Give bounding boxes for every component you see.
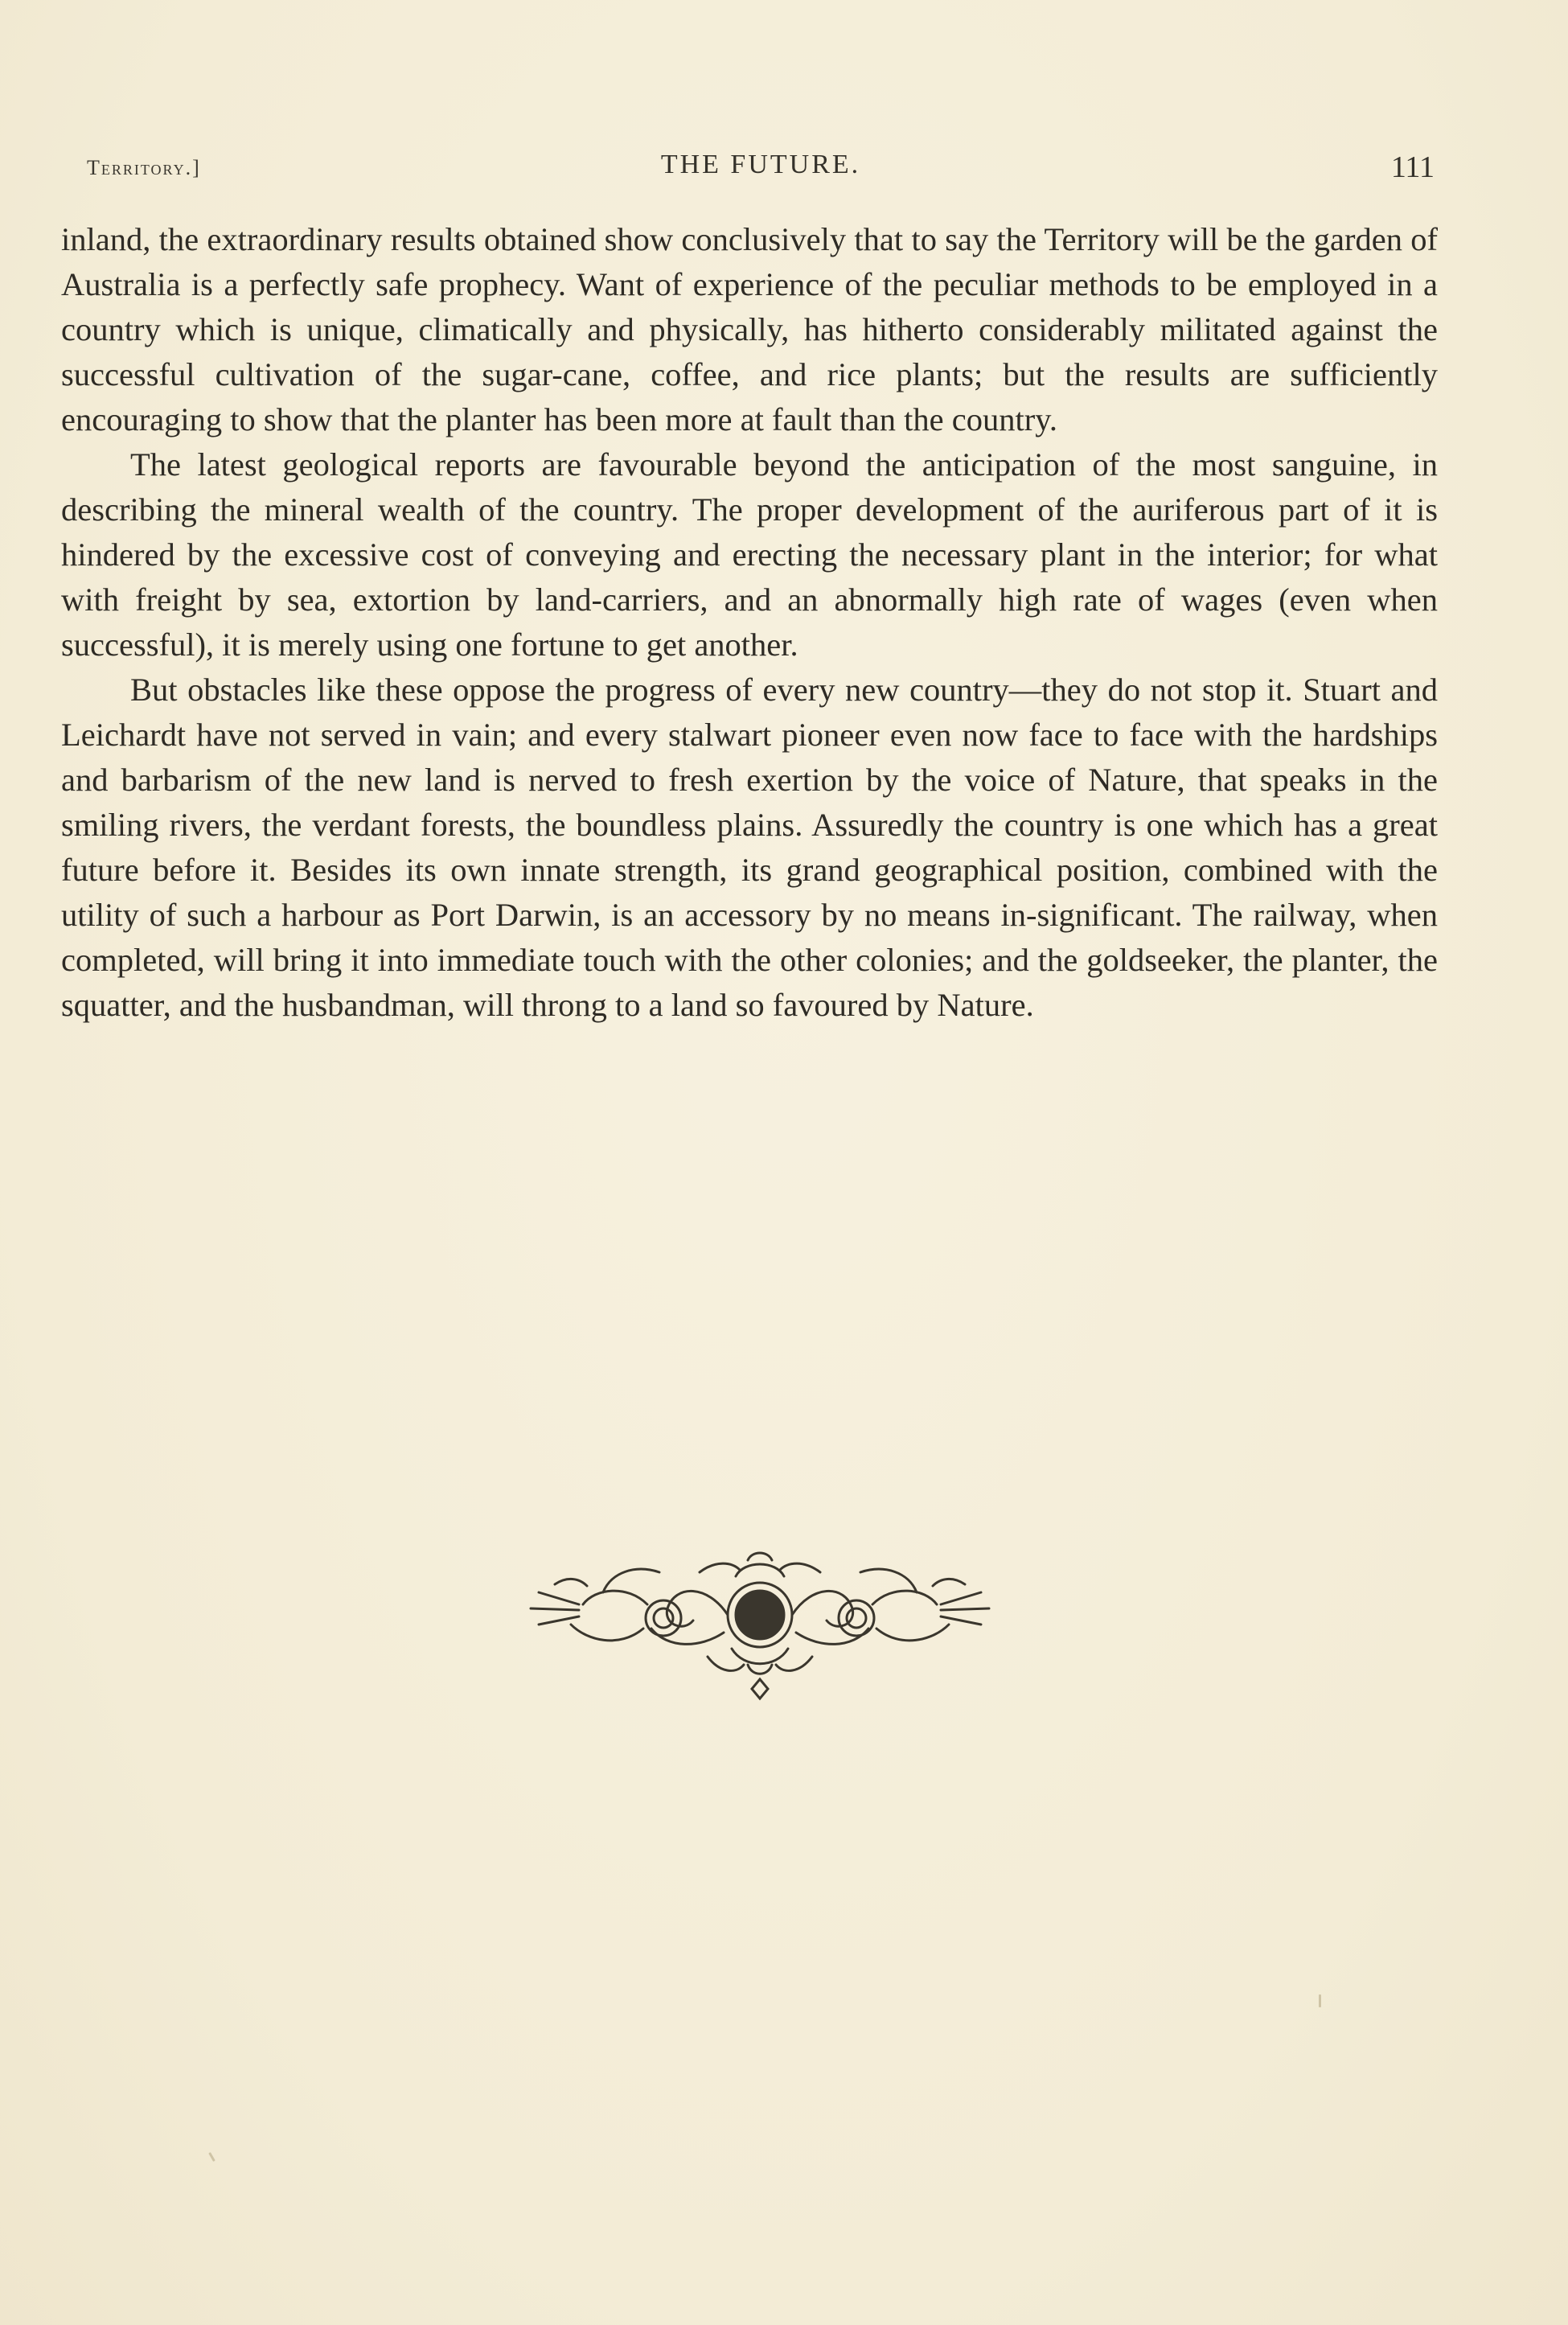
paper-speck — [208, 2152, 215, 2162]
running-head-title: THE FUTURE. — [660, 150, 861, 179]
running-head-section: Territory.] — [87, 156, 201, 179]
paragraph-3: But obstacles like these oppose the progress of every new country—they do not stop it. Stuart and Leichardt have not served in vain; and every stalwart pioneer even now face to face with the hardships and barbarism of the new land is nerved to fresh exertion by the voice of Nature, that speaks in the smiling rivers, the verdant forests, the boundless plains. Assuredly the country is one which has a great future before it. Besides its own innate strength, its grand geographical position, combined with the utility of such a harbour as Port Darwin, is an accessory by no means in-significant. The railway, when completed, will bring it into immediate touch with the other colonies; and the goldseeker, the planter, the squatter, and the husbandman, will throng to a land so favoured by Nature. — [61, 672, 1438, 1023]
paper-speck — [1319, 1994, 1321, 2007]
tailpiece-ornament-icon — [507, 1528, 1013, 1705]
running-head — [87, 150, 1435, 190]
body-text — [61, 217, 1438, 1028]
paragraph-2: The latest geological reports are favourable beyond the anticipation of the most sanguine, in describing the mineral wealth of the country. The proper development of the auriferous part of it is hindered by the excessive cost of conveying and erecting the necessary plant in the interior; for what with freight by sea, extortion by land-carriers, and an abnormally high rate of wages (even when successful), it is merely using one fortune to get another. — [61, 446, 1438, 663]
page-number: 111 — [1390, 150, 1435, 184]
paragraph-1: inland, the extraordinary results obtained show conclusively that to say the Territory will be the garden of Australia is a perfectly safe prophecy. Want of experience of the peculiar methods to be employed in a country which is unique, climatically and physically, has hitherto considerably militated against the successful cultivation of the sugar-cane, coffee, and rice plants; but the results are sufficiently encouraging to show that the planter has been more at fault than the country. — [61, 221, 1438, 437]
